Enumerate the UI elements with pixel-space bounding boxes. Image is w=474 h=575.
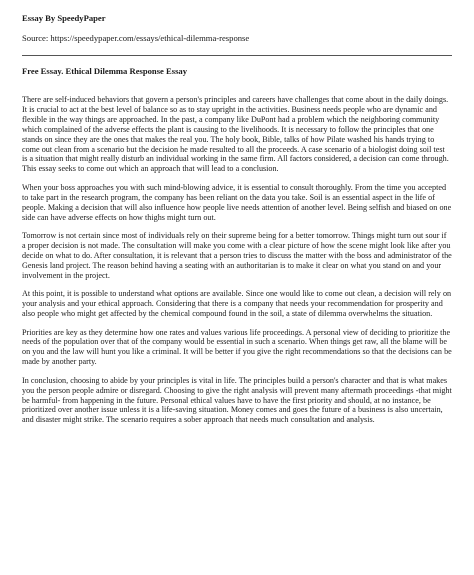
essay-title: Free Essay. Ethical Dilemma Response Essay (22, 66, 188, 76)
essay-paragraph: Tomorrow is not certain since most of individuals rely on their supreme being for a better tomorrow. Things might turn out sour if a proper decision is not made. The consultation will make you come with a clear picture of how the scene might look like after you decide on what to do. After consultation, it is relevant that a person tries to discuss the matter with the boss and administrator of the Genesis land project. The reason behind having a seating with an authoritarian is to make it clear on what you stand on and your involvement in the project. (22, 231, 452, 280)
essay-paragraph: When your boss approaches you with such mind-blowing advice, it is essential to consult thoroughly. From the time you accepted to take part in the research program, the company has been reliant on the data you take. Soil is an essential aspect in the life of people. Making a decision that will also influence how people live needs attention of another level. Being selfish and biased on one side can have adverse effects on how thighs might turn out. (22, 182, 452, 222)
source-line (22, 33, 452, 44)
essay-paragraph: In conclusion, choosing to abide by your principles is vital in life. The principles build a person's character and that is what makes you the person people admire or disregard. Choosing to give the right analysis will prevent many aftermath proceedings -that might be harmful- from happening in the future. Personal ethical values have to have the first priority and should, at no instance, be prioritized over another issue unless it is a life-saving situation. Money comes and goes the future of a business is also uncertain, and disaster might strike. The scenario requires a sober approach that needs much consultation and analysis. (22, 375, 452, 425)
essay-paragraph: There are self-induced behaviors that govern a person's principles and careers have challenges that come about in the daily doings. It is crucial to act at the best level of balance so as to stay upright in the activities. Business needs people who are dynamic and flexible in the way things are approached. In the past, a company like DuPont had a problem which the neighboring community which complained of the adverse effects the plant is causing to the livelihoods. It is necessary to follow the principles that one stands on since they are the ones that makes the real you. The holy book, Bible, talks of how Pilate washed his hands trying to come out clean from a scenario but the decision he made resulted to all the proceeds. A case scenario of a biologist doing soil test is a situation that might really disturb an individual working in the same firm. All factors considered, a decision can come through. This essay seeks to come out which an approach that will lead to a conclusion. (22, 95, 449, 174)
source-url[interactable]: https://speedypaper.com/essays/ethical-dilemma-response (50, 33, 250, 43)
essay-paragraph: At this point, it is possible to understand what options are available. Since one would like to come out clean, a decision will rely on your analysis and your ethical approach. Considering that there is a company that needs your recommendation for prosperity and also people who might get affected by the chemical compound found in the soil, a state of dilemma overwhelms the situation. (22, 289, 452, 318)
header-divider (22, 55, 452, 56)
essay-body (22, 95, 452, 425)
essay-paragraph: Priorities are key as they determine how one rates and values various life proceedings. A personal view of deciding to prioritize the needs of the population over that of the company would be essential in such a scenario. When things get raw, all the blame will be on you and the law will hunt you like a criminal. It will be better if you give the right recommendations so that the decisions can be made by another party. (22, 327, 452, 367)
source-label: Source: (22, 33, 51, 43)
site-title: Essay By SpeedyPaper (22, 13, 106, 23)
